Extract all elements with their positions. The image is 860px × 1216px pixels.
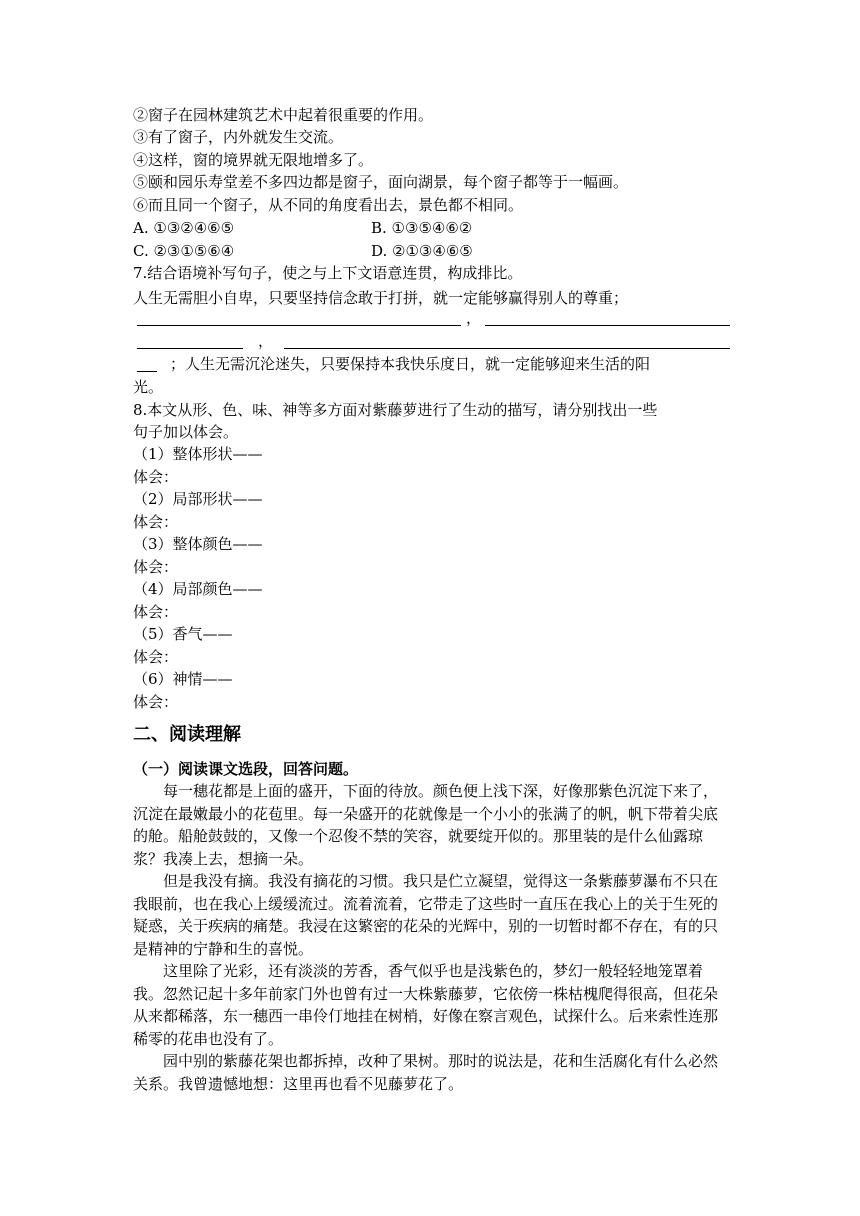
blank-line [137, 324, 461, 326]
feel-label: 体会： [133, 468, 179, 486]
q8-item: （3）整体颜色—— [133, 535, 263, 553]
q7-title: 7.结合语境补写句子，使之与上下文语意连贯，构成排比。 [133, 264, 523, 282]
q8-item: （4）局部颜色—— [133, 580, 263, 598]
q8-item: （6）神情—— [133, 670, 233, 688]
blank-line [485, 324, 730, 326]
option-a: A. ①③②④⑥⑤ [133, 219, 235, 237]
feel-label: 体会： [133, 693, 179, 711]
comma: ， [258, 332, 274, 350]
feel-label: 体会： [133, 648, 179, 666]
q8-title: 8.本文从形、色、味、神等多方面对紫藤萝进行了生动的描写，请分别找出一些 [133, 401, 658, 419]
order-item: ⑤颐和园乐寿堂差不多四边都是窗子，面向湖景，每个窗子都等于一幅画。 [133, 173, 629, 191]
feel-label: 体会： [133, 558, 179, 576]
q8-item: （5）香气—— [133, 625, 233, 643]
q7-tail: 光。 [133, 378, 164, 396]
blank-line [137, 347, 243, 349]
comma: ， [466, 309, 482, 327]
q7-text: 人生无需胆小自卑，只要坚持信念敢于打拼，就一定能够赢得别人的尊重； [133, 289, 629, 307]
order-item: ④这样，窗的境界就无限地增多了。 [133, 151, 374, 169]
passage-paragraph: 园中别的紫藤花架也都拆掉，改种了果树。那时的说法是，花和生活腐化有什么必然关系。我曾遗憾地想：这里再也看不见藤萝花了。 [133, 1052, 719, 1093]
passage-paragraph: 每一穗花都是上面的盛开，下面的待放。颜色便上浅下深，好像那紫色沉淀下来了，沉淀在最嫩最小的花苞里。每一朵盛开的花就像是一个小小的张满了的帆，帆下带着尖底的舱。船舱鼓鼓的，又像一个忍俊不禁的笑容，就要绽开似的。那里装的是什么仙露琼浆？我凑上去，想摘一朵。 [133, 782, 719, 868]
q8-title: 句子加以体会。 [133, 423, 239, 441]
blank-line [284, 347, 730, 349]
q8-item: （2）局部形状—— [133, 490, 263, 508]
blank-line [137, 370, 157, 372]
section-heading: 二、阅读理解 [133, 724, 241, 745]
option-b: B. ①③⑤④⑥② [371, 219, 473, 237]
q7-tail: ；人生无需沉沦迷失，只要保持本我快乐度日，就一定能够迎来生活的阳 [170, 355, 651, 373]
order-item: ⑥而且同一个窗子，从不同的角度看出去，景色都不相同。 [133, 196, 524, 214]
passage-paragraph: 但是我没有摘。我没有摘花的习惯。我只是伫立凝望，觉得这一条紫藤萝瀑布不只在我眼前，也在我心上缓缓流过。流着流着，它带走了这些时一直压在我心上的关于生死的疑惑，关于疾病的痛楚。我浸在这繁密的花朵的光辉中，别的一切暂时都不存在，有的只是精神的宁静和生的喜悦。 [133, 872, 719, 958]
option-d: D. ②①③④⑥⑤ [371, 242, 473, 260]
feel-label: 体会： [133, 603, 179, 621]
order-item: ②窗子在园林建筑艺术中起着很重要的作用。 [133, 106, 434, 124]
q8-item: （1）整体形状—— [133, 445, 263, 463]
feel-label: 体会： [133, 513, 179, 531]
passage-paragraph: 这里除了光彩，还有淡淡的芳香，香气似乎也是浅紫色的，梦幻一般轻轻地笼罩着我。忽然记起十多年前家门外也曾有过一大株紫藤萝，它依傍一株枯槐爬得很高，但花朵从来都稀落，东一穗西一串伶仃地挂在树梢，好像在察言观色，试探什么。后来索性连那稀零的花串也没有了。 [133, 962, 719, 1048]
order-item: ③有了窗子，内外就发生交流。 [133, 128, 344, 146]
option-c: C. ②③①⑤⑥④ [133, 242, 235, 260]
section-subheading: （一）阅读课文选段，回答问题。 [133, 760, 359, 778]
